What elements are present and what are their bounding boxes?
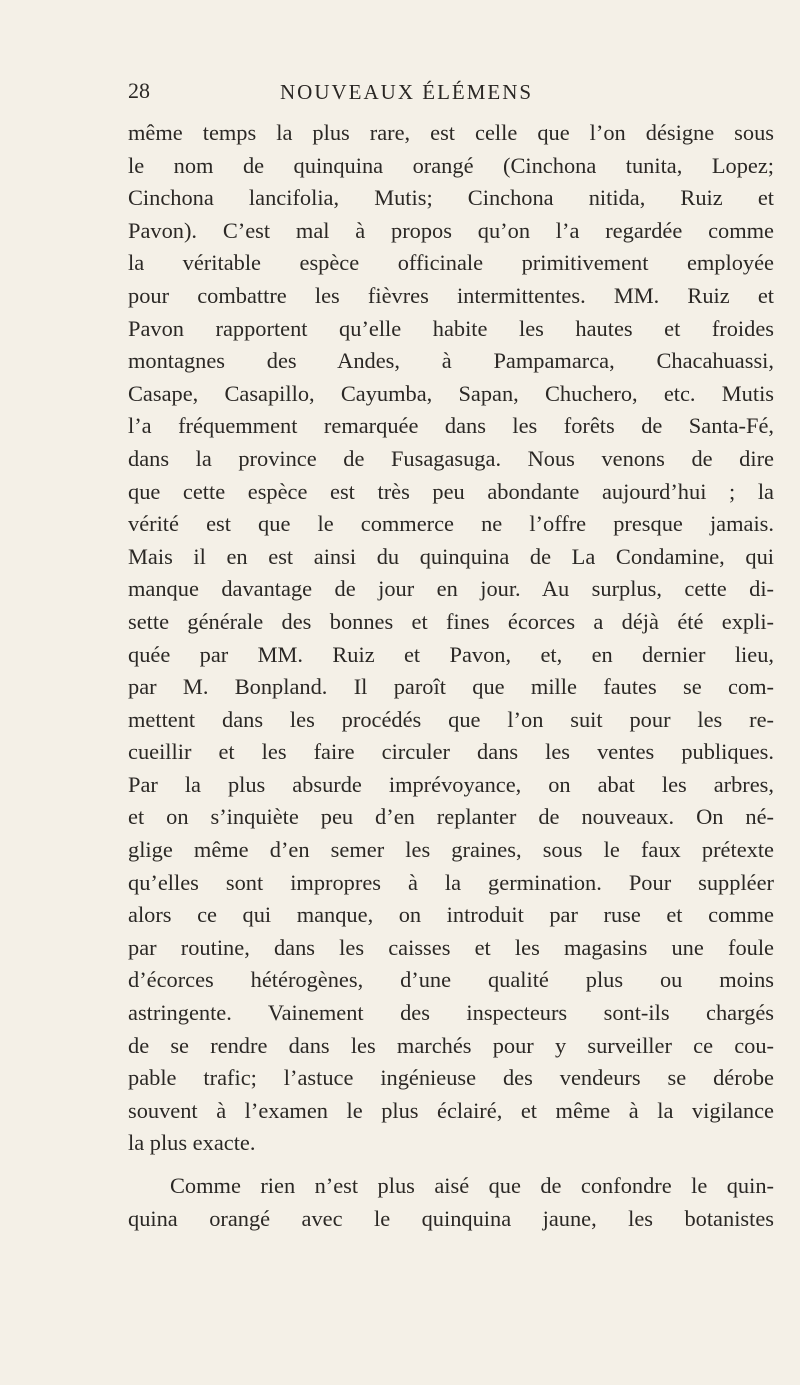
text-line: glige même d’en semer les graines, sous le faux prétexte <box>128 837 774 863</box>
text-line: pour combattre les fièvres intermittentes. MM. Ruiz et <box>128 282 774 308</box>
text-line: mettent dans les procédés que l’on suit pour les re- <box>128 706 774 732</box>
text-line: pable trafic; l’astuce ingénieuse des vendeurs se dérobe <box>128 1065 774 1091</box>
text-line: Casape, Casapillo, Cayumba, Sapan, Chuchero, etc. Mutis <box>128 380 774 406</box>
text-line: l’a fréquemment remarquée dans les forêts de Santa-Fé, <box>128 413 774 439</box>
text-line: par M. Bonpland. Il paroît que mille fautes se com- <box>128 674 774 700</box>
text-line: montagnes des Andes, à Pampamarca, Chacahuassi, <box>128 348 774 374</box>
text-line: sette générale des bonnes et fines écorces a déjà été expli- <box>128 608 774 634</box>
paragraph-1 <box>128 117 774 1160</box>
text-line: vérité est que le commerce ne l’offre presque jamais. <box>128 511 774 537</box>
text-line: que cette espèce est très peu abondante aujourd’hui ; la <box>128 478 774 504</box>
text-line: d’écorces hétérogènes, d’une qualité plus ou moins <box>128 967 774 993</box>
text-line: Pavon rapportent qu’elle habite les hautes et froides <box>128 315 774 341</box>
text-line: Pavon). C’est mal à propos qu’on l’a regardée comme <box>128 217 774 243</box>
text-line: la plus exacte. <box>128 1130 256 1156</box>
text-line: Par la plus absurde imprévoyance, on abat les arbres, <box>128 771 774 797</box>
text-line: la véritable espèce officinale primitivement employée <box>128 250 774 276</box>
text-line: Cinchona lancifolia, Mutis; Cinchona nitida, Ruiz et <box>128 185 774 211</box>
paragraph-2 <box>128 1170 774 1235</box>
running-title: NOUVEAUX ÉLÉMENS <box>280 80 534 104</box>
text-line: astringente. Vainement des inspecteurs sont-ils chargés <box>128 1000 774 1026</box>
text-line: souvent à l’examen le plus éclairé, et même à la vigilance <box>128 1097 774 1123</box>
text-line: cueillir et les faire circuler dans les ventes publiques. <box>128 739 774 765</box>
text-line: manque davantage de jour en jour. Au surplus, cette di- <box>128 576 774 602</box>
text-line: quée par MM. Ruiz et Pavon, et, en dernier lieu, <box>128 641 774 667</box>
text-line: quina orangé avec le quinquina jaune, les botanistes <box>128 1205 774 1231</box>
page-header <box>128 78 768 108</box>
text-line: Comme rien n’est plus aisé que de confondre le quin- <box>170 1173 774 1198</box>
text-line: par routine, dans les caisses et les magasins une foule <box>128 934 774 960</box>
text-line: dans la province de Fusagasuga. Nous venons de dire <box>128 445 774 471</box>
page-number: 28 <box>128 78 150 103</box>
body-text <box>128 117 774 1235</box>
text-line: même temps la plus rare, est celle que l’on désigne sous <box>128 120 774 145</box>
text-line: alors ce qui manque, on introduit par ruse et comme <box>128 902 774 928</box>
text-line: Mais il en est ainsi du quinquina de La Condamine, qui <box>128 543 774 569</box>
text-line: de se rendre dans les marchés pour y surveiller ce cou- <box>128 1032 774 1058</box>
text-line: qu’elles sont impropres à la germination. Pour suppléer <box>128 869 774 895</box>
text-line: et on s’inquiète peu d’en replanter de nouveaux. On né- <box>128 804 774 830</box>
text-line: le nom de quinquina orangé (Cinchona tunita, Lopez; <box>128 152 774 178</box>
